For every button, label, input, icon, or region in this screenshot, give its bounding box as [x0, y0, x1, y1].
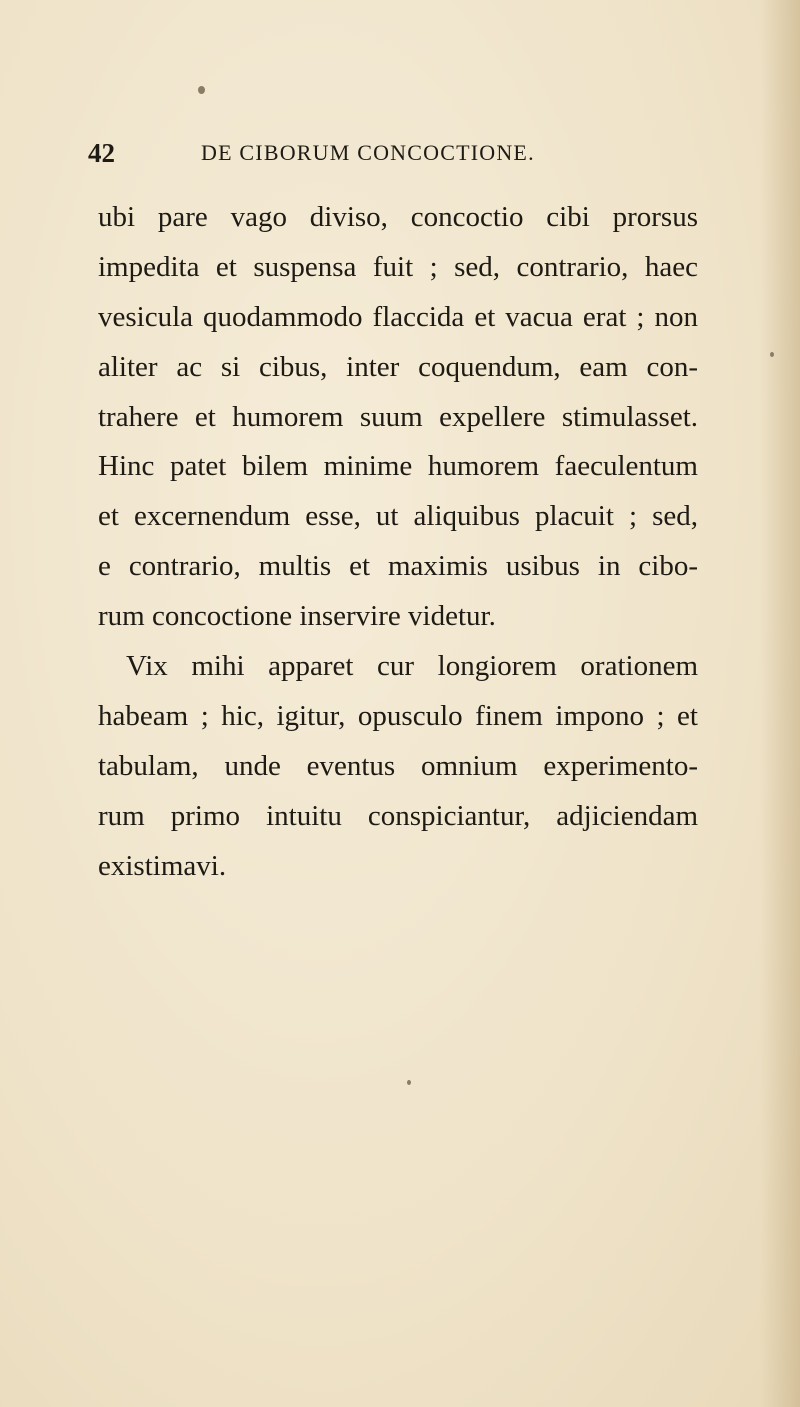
text-line: vesicula quodammodo flaccida et vacua erat ; non [98, 300, 698, 333]
running-title: DE CIBORUM CONCOCTIONE. [201, 140, 535, 165]
ink-spot [198, 86, 205, 94]
body-text [98, 193, 698, 891]
text-line: et excernendum esse, ut aliquibus placuit ; sed, [98, 500, 698, 533]
text-line: Hinc patet bilem minime humorem faeculentum [98, 450, 698, 483]
text-line: impedita et suspensa fuit ; sed, contrario, haec [98, 250, 698, 283]
text-line: existimavi. [98, 849, 227, 882]
text-line: rum concoctione inservire videtur. [98, 600, 496, 633]
running-head [88, 138, 768, 178]
text-line: ubi pare vago diviso, concoctio cibi prorsus [98, 201, 698, 233]
text-line: Vix mihi apparet cur longiorem orationem [126, 650, 698, 683]
page-edge-shadow [760, 0, 800, 1407]
text-line: aliter ac si cibus, inter coquendum, eam con- [98, 350, 698, 383]
text-line: e contrario, multis et maximis usibus in cibo- [98, 550, 698, 583]
text-line: habeam ; hic, igitur, opusculo finem impono ; et [98, 699, 698, 732]
text-line: rum primo intuitu conspiciantur, adjiciendam [98, 799, 698, 832]
ink-spot [770, 352, 774, 357]
text-line: tabulam, unde eventus omnium experimento- [98, 749, 698, 782]
page-number: 42 [88, 138, 115, 168]
ink-spot [407, 1080, 411, 1085]
text-line: trahere et humorem suum expellere stimulasset. [98, 400, 698, 433]
